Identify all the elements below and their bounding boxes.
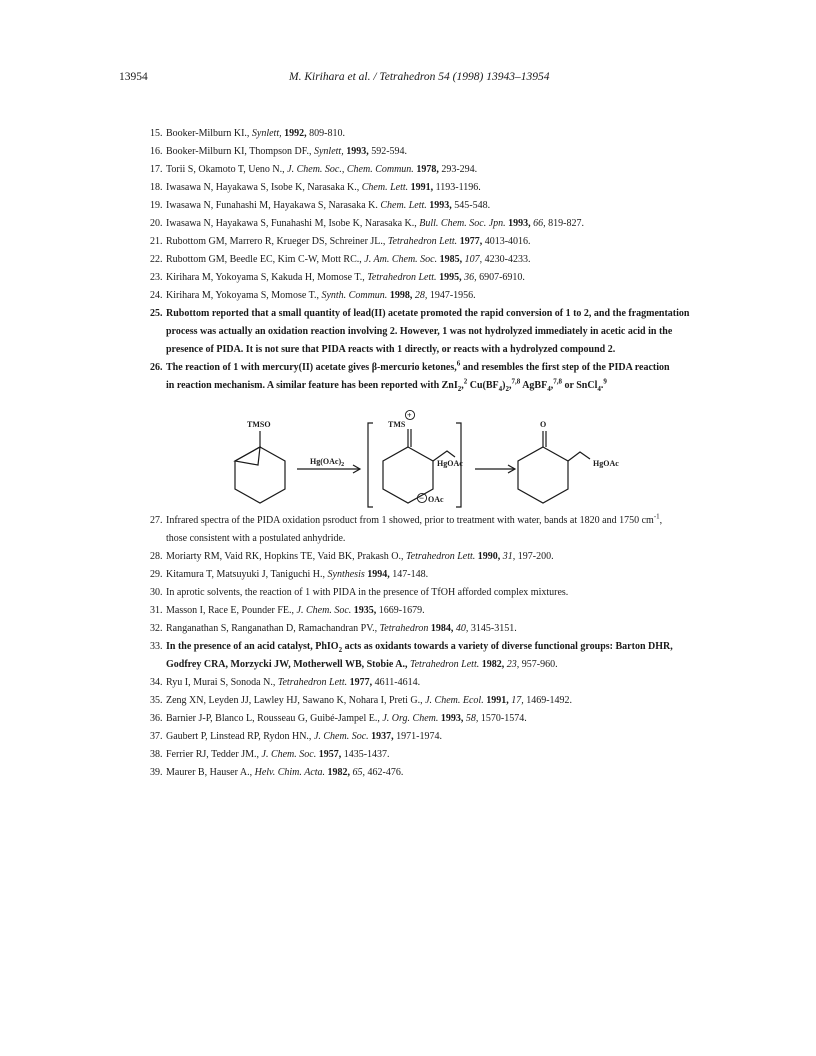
reference-39: 39. Maurer B, Hauser A., Helv. Chim. Acta. 1982, 65, 462-476.	[150, 767, 404, 778]
ref25-line3: presence of PIDA. It is not sure that PIDA reacts with 1 directly, or reacts with a hydrolyzed compound 2.	[166, 344, 616, 355]
ref33-line2: Godfrey CRA, Morzycki JW, Motherwell WB, Stobie A., Tetrahedron Lett. 1982, 23, 957-960.	[166, 659, 558, 670]
journal-citation: M. Kirihara et al. / Tetrahedron 54 (1998) 13943–13954	[289, 71, 550, 83]
reference-37: 37. Gaubert P, Linstead RP, Rydon HN., J. Chem. Soc. 1937, 1971-1974.	[150, 731, 442, 742]
ref27-line1: Infrared spectra of the PIDA oxidation psroduct from 1 showed, prior to treatment with water, bands at 1820 and 1750 $cm^{-1}$,	[166, 512, 663, 526]
ref33-line1: In the presence of an acid catalyst, PhIO$_2$ acts as oxidants towards a variety of diverse functional groups: Barton DHR,	[166, 641, 673, 654]
ref26-line1: The reaction of 1 with mercury(II) acetate gives β-mercurio ketones,$^6$ and resembles the first step of the PIDA reaction	[166, 359, 670, 373]
tmso-label: TMSO	[247, 420, 271, 429]
reference-33: 33. In the presence of an acid catalyst, PhIO$_2$ acts as oxidants towards a variety of diverse functional groups: Barton DHR, Godfrey CRA, Morzycki JW, Motherwell WB, Stobie A., Tetrahedron Lett. 1982, 23, 957-960.	[150, 638, 710, 674]
ref25-line1: Rubottom reported that a small quantity of lead(II) acetate promoted the rapid conversion of 1 to 2, and the fragmentation	[166, 308, 690, 319]
product-ring	[518, 447, 568, 503]
reference-32: 32. Ranganathan S, Ranganathan D, Ramachandran PV., Tetrahedron 1984, 40, 3145-3151.	[150, 623, 517, 634]
oac-label: OAc	[428, 495, 444, 504]
ref25-line2: process was actually an oxidation reaction involving 2. However, 1 was not hydrolyzed immediately in acetic acid in the	[166, 326, 673, 337]
reference-38: 38. Ferrier RJ, Tedder JM., J. Chem. Soc. 1957, 1435-1437.	[150, 749, 390, 760]
reference-18: 18. Iwasawa N, Hayakawa S, Isobe K, Narasaka K., Chem. Lett. 1991, 1193-1196.	[150, 182, 481, 193]
minus-charge: −	[419, 493, 425, 503]
reference-group-15-24	[150, 125, 710, 305]
plus-charge: +	[407, 411, 412, 420]
reference-25: 25. Rubottom reported that a small quantity of lead(II) acetate promoted the rapid conversion of 1 to 2, and the fragmentation process was actually an oxidation reaction involving 2. However, 1 was not hydrolyzed immediately in acetic acid in the presence of PIDA. It is not sure that PIDA reacts with 1 directly, or reacts with a hydrolyzed compound 2.	[150, 305, 710, 359]
reference-23: 23. Kirihara M, Yokoyama S, Kakuda H, Momose T., Tetrahedron Lett. 1995, 36, 6907-6910.	[150, 272, 525, 283]
reference-16: 16. Booker-Milburn KI, Thompson DF., Synlett, 1993, 592-594.	[150, 146, 408, 157]
ref27-line2: those consistent with a postulated anhydride.	[166, 533, 346, 544]
reference-21: 21. Rubottom GM, Marrero R, Krueger DS, Schreiner JL., Tetrahedron Lett. 1977, 4013-4016.	[150, 236, 531, 247]
reference-29: 29. Kitamura T, Matsuyuki J, Taniguchi H., Synthesis 1994, 147-148.	[150, 569, 429, 580]
hgoac-right-label: HgOAc	[593, 459, 619, 468]
left-bracket	[368, 423, 373, 507]
ch2hg-bond-right	[568, 452, 590, 461]
reference-19: 19. Iwasawa N, Funahashi M, Hayakawa S, Narasaka K. Chem. Lett. 1993, 545-548.	[150, 200, 491, 211]
reaction-scheme	[150, 399, 710, 509]
reference-group-31-32	[150, 602, 710, 638]
reagent-label: $Hg(OAc)_2$	[310, 457, 345, 468]
reference-30: 30. In aprotic solvents, the reaction of 1 with PIDA in the presence of TfOH afforded complex mixtures.	[150, 587, 569, 598]
reference-list	[150, 125, 710, 782]
reference-36: 36. Barnier J-P, Blanco L, Rousseau G, Guibé-Jampel E., J. Org. Chem. 1993, 58, 1570-1574.	[150, 713, 527, 724]
reference-group-28-29	[150, 548, 710, 584]
reference-35: 35. Zeng XN, Leyden JJ, Lawley HJ, Sawano K, Nohara I, Preti G., J. Chem. Ecol. 1991, 17, 1469-1492.	[150, 695, 573, 706]
tms-label: TMS	[388, 420, 406, 429]
cyclopropane-bond	[235, 447, 260, 465]
reference-31: 31. Masson I, Race E, Pounder FE., J. Chem. Soc. 1935, 1669-1679.	[150, 605, 425, 616]
carbonyl-o-label: O	[540, 420, 547, 429]
reference-24: 24. Kirihara M, Yokoyama S, Momose T., Synth. Commun. 1998, 28, 1947-1956.	[150, 290, 476, 301]
ref26-line2: in reaction mechanism. A similar feature has been reported with ZnI$_2$,$^2$ $Cu(BF_4)_2,^{7,8}$ AgBF$_4$,$^{7,8}$ or SnCl$_4$.$^9$	[166, 377, 607, 393]
bicyclic-ring	[235, 447, 285, 503]
reference-28: 28. Moriarty RM, Vaid RK, Hopkins TE, Vaid BK, Prakash O., Tetrahedron Lett. 1990, 31, 197-200.	[150, 551, 554, 562]
reference-34: 34. Ryu I, Murai S, Sonoda N., Tetrahedron Lett. 1977, 4611-4614.	[150, 677, 421, 688]
running-header	[119, 71, 701, 87]
page-number: 13954	[119, 71, 148, 83]
reference-26: 26. The reaction of 1 with mercury(II) acetate gives β-mercurio ketones,$^6$ and resembles the first step of the PIDA reaction in reaction mechanism. A similar feature has been reported with ZnI$_2$,$^2$ $Cu(BF_4)_2,^{7,8}$ AgBF$_4$,$^{7,8}$ or SnCl$_4$.$^9$	[150, 359, 710, 395]
reference-group-34-39	[150, 674, 710, 782]
reference-20: 20. Iwasawa N, Hayakawa S, Funahashi M, Isobe K, Narasaka K., Bull. Chem. Soc. Jpn. 1993, 66, 819-827.	[150, 218, 584, 229]
reference-22: 22. Rubottom GM, Beedle EC, Kim C-W, Mott RC., J. Am. Chem. Soc. 1985, 107, 4230-4233.	[150, 254, 531, 265]
reference-27: 27. Infrared spectra of the PIDA oxidation psroduct from 1 showed, prior to treatment with water, bands at 1820 and 1750 $cm^{-1}$, those consistent with a postulated anhydride.	[150, 512, 710, 548]
reference-17: 17. Torii S, Okamoto T, Ueno N., J. Chem. Soc., Chem. Commun. 1978, 293-294.	[150, 164, 478, 175]
hgoac-mid-label: HgOAc	[437, 459, 463, 468]
reference-15: 15. Booker-Milburn KI., Synlett, 1992, 809-810.	[150, 128, 345, 139]
